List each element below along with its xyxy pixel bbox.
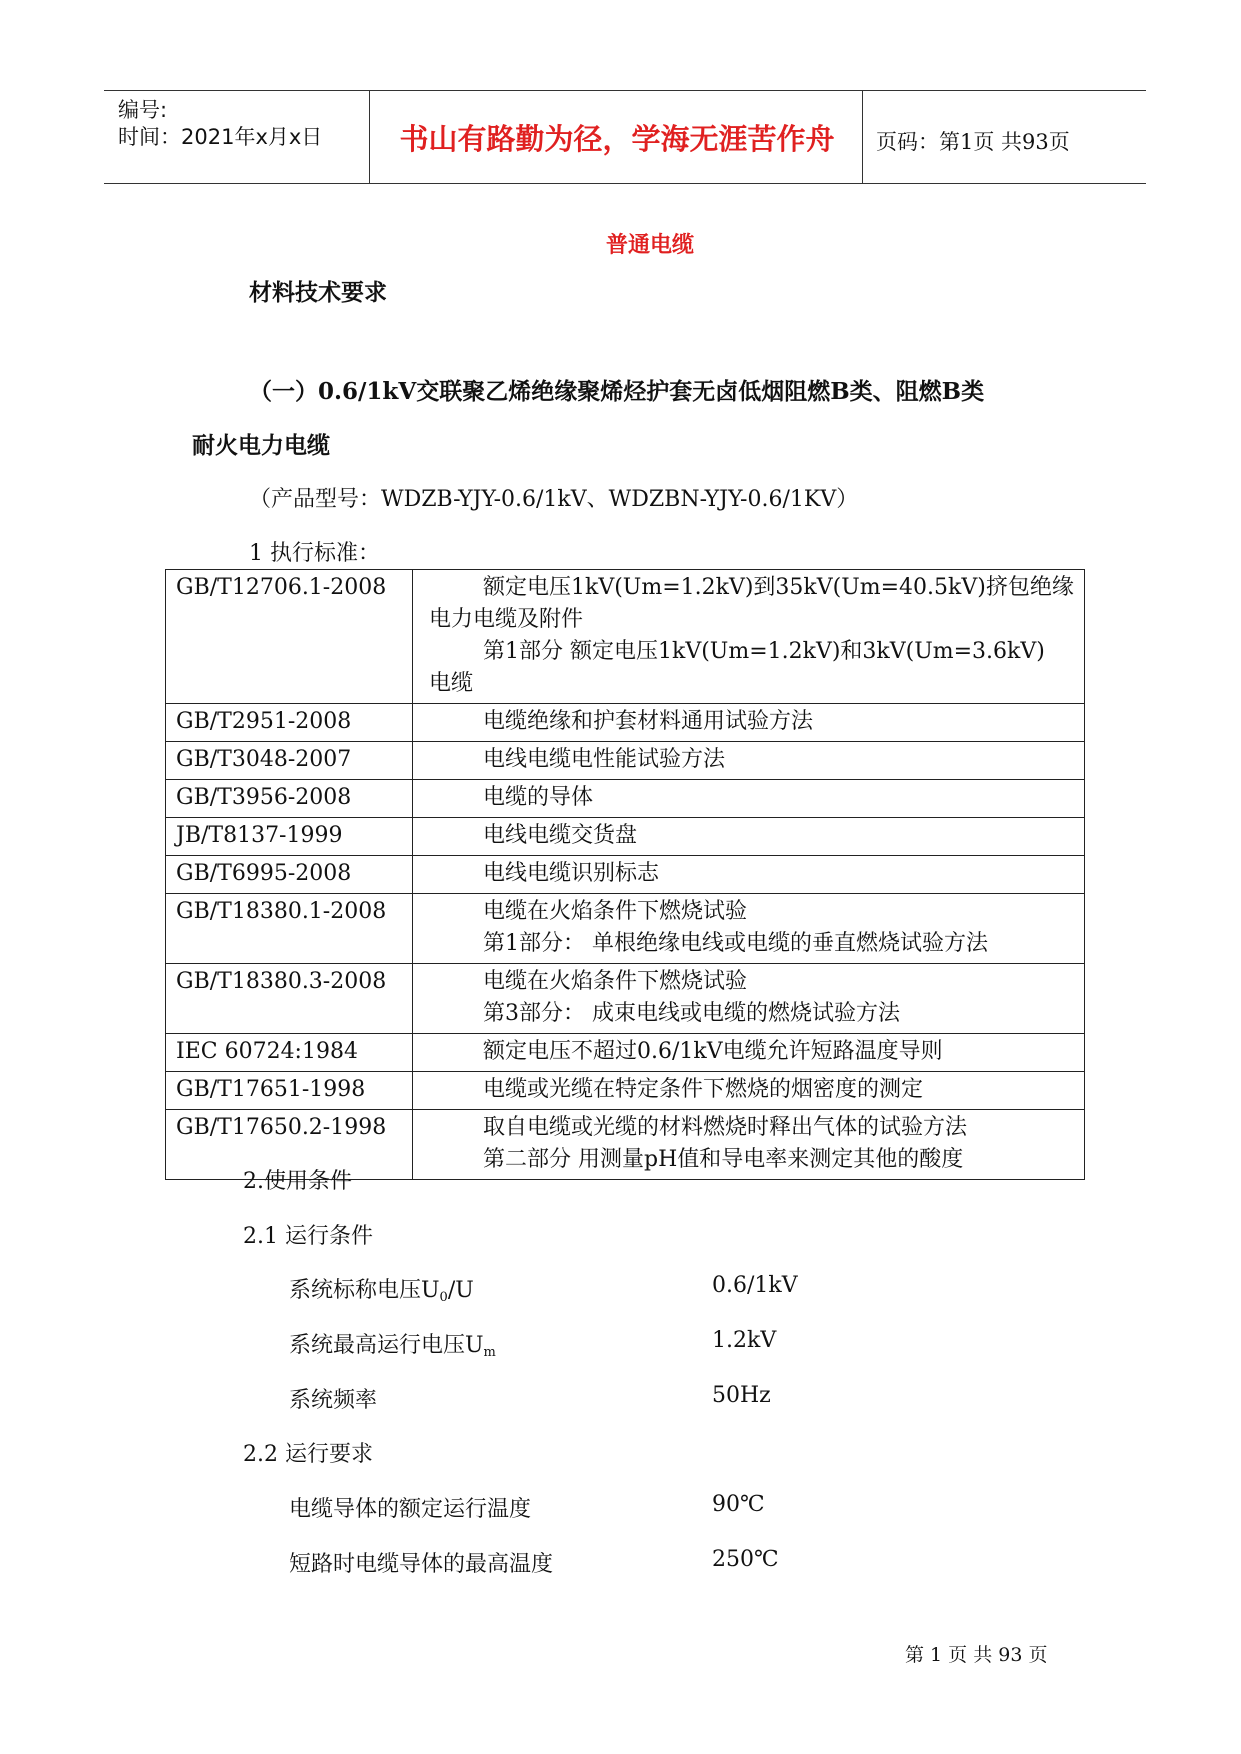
standard-description-line: 电缆 — [429, 671, 474, 696]
standard-description — [413, 856, 1085, 894]
frequency-label: 系统频率 — [289, 1388, 378, 1413]
frequency-value: 50Hz — [712, 1383, 771, 1408]
header-top-rule — [104, 90, 1146, 91]
standard-description-line: 电缆或光缆在特定条件下燃烧的烟密度的测定 — [483, 1077, 924, 1102]
standard-description — [413, 818, 1085, 856]
document-time: 时间：2021年x月x日 — [118, 125, 323, 149]
standard-description — [413, 570, 1085, 704]
standard-code: GB/T3956-2008 — [166, 780, 413, 818]
table-row — [166, 1072, 1085, 1110]
standard-description — [413, 780, 1085, 818]
document-title: 普通电缆 — [606, 232, 695, 258]
table-row — [166, 570, 1085, 704]
standard-description-line: 第3部分： 成束电线或电缆的燃烧试验方法 — [483, 1001, 900, 1026]
table-row — [166, 856, 1085, 894]
standards-table — [165, 569, 1085, 1180]
standard-code: GB/T17651-1998 — [166, 1072, 413, 1110]
standard-description-line: 电力电缆及附件 — [429, 607, 584, 632]
standard-description-line: 电线电缆识别标志 — [483, 861, 660, 886]
standard-code: IEC 60724:1984 — [166, 1034, 413, 1072]
header-divider-right — [862, 90, 863, 183]
nominal-voltage-value: 0.6/1kV — [712, 1273, 798, 1298]
standard-description — [413, 964, 1085, 1034]
section-title: 材料技术要求 — [249, 279, 387, 306]
standard-description-line: 电缆绝缘和护套材料通用试验方法 — [483, 709, 814, 734]
product-models: （产品型号：WDZB-YJY-0.6/1kV、WDZBN-YJY-0.6/1KV） — [249, 487, 859, 512]
standard-description — [413, 894, 1085, 964]
operating-requirements-heading: 2.2 运行要求 — [243, 1442, 373, 1467]
standard-description-line: 电缆在火焰条件下燃烧试验 — [483, 899, 748, 924]
footer-page-number: 第 1 页 共 93 页 — [905, 1644, 1048, 1666]
standard-description-line: 电缆的导体 — [483, 785, 594, 810]
usage-heading: 2.使用条件 — [243, 1169, 352, 1194]
standard-code: GB/T12706.1-2008 — [166, 570, 413, 704]
standard-code: GB/T18380.3-2008 — [166, 964, 413, 1034]
document-number-label: 编号: — [118, 98, 168, 122]
standard-description-line: 第二部分 用测量pH值和导电率来测定其他的酸度 — [483, 1147, 964, 1172]
nominal-voltage-label: 系统标称电压$U_0/U$ — [289, 1278, 474, 1305]
standard-description-line: 第1部分： 单根绝缘电线或电缆的垂直燃烧试验方法 — [483, 931, 988, 956]
standard-description — [413, 704, 1085, 742]
standard-code: GB/T3048-2007 — [166, 742, 413, 780]
standard-description-line: 第1部分 额定电压1kV(Um=1.2kV)和3kV(Um=3.6kV) — [483, 639, 1045, 664]
header-page-info: 页码：第1页 共93页 — [876, 130, 1070, 154]
short-circuit-temp-label: 短路时电缆导体的最高温度 — [289, 1552, 554, 1577]
table-row — [166, 818, 1085, 856]
table-row — [166, 780, 1085, 818]
standard-description — [413, 1110, 1085, 1180]
standard-description-line: 电线电缆交货盘 — [483, 823, 638, 848]
table-row — [166, 964, 1085, 1034]
standard-description-line: 电缆在火焰条件下燃烧试验 — [483, 969, 748, 994]
cable-heading-line2: 耐火电力电缆 — [192, 432, 330, 459]
max-voltage-value: 1.2kV — [712, 1328, 777, 1353]
standard-code: GB/T17650.2-1998 — [166, 1110, 413, 1180]
standard-description — [413, 742, 1085, 780]
short-circuit-temp-value: 250℃ — [712, 1547, 779, 1572]
standard-code: GB/T6995-2008 — [166, 856, 413, 894]
max-voltage-label: 系统最高运行电压$U_m$ — [289, 1333, 496, 1360]
table-row — [166, 894, 1085, 964]
rated-temp-value: 90℃ — [712, 1492, 765, 1517]
standard-description — [413, 1072, 1085, 1110]
standards-heading: 1 执行标准： — [249, 541, 380, 566]
standard-code: GB/T2951-2008 — [166, 704, 413, 742]
operating-conditions-heading: 2.1 运行条件 — [243, 1224, 373, 1249]
header-motto: 书山有路勤为径，学海无涯苦作舟 — [399, 122, 835, 156]
standard-description-line: 电线电缆电性能试验方法 — [483, 747, 726, 772]
standard-description — [413, 1034, 1085, 1072]
header-divider-left — [369, 90, 370, 183]
table-row — [166, 1034, 1085, 1072]
standard-description-line: 额定电压1kV(Um=1.2kV)到35kV(Um=40.5kV)挤包绝缘 — [483, 575, 1074, 600]
table-row — [166, 704, 1085, 742]
standard-code: GB/T18380.1-2008 — [166, 894, 413, 964]
standard-description-line: 额定电压不超过0.6/1kV电缆允许短路温度导则 — [483, 1039, 943, 1064]
rated-temp-label: 电缆导体的额定运行温度 — [289, 1497, 532, 1522]
standard-description-line: 取自电缆或光缆的材料燃烧时释出气体的试验方法 — [483, 1115, 968, 1140]
cable-heading-line1: （一）0.6/1kV交联聚乙烯绝缘聚烯烃护套无卤低烟阻燃B类、阻燃B类 — [249, 378, 985, 405]
standard-code: JB/T8137-1999 — [166, 818, 413, 856]
table-row — [166, 742, 1085, 780]
header-bottom-rule — [104, 183, 1146, 184]
